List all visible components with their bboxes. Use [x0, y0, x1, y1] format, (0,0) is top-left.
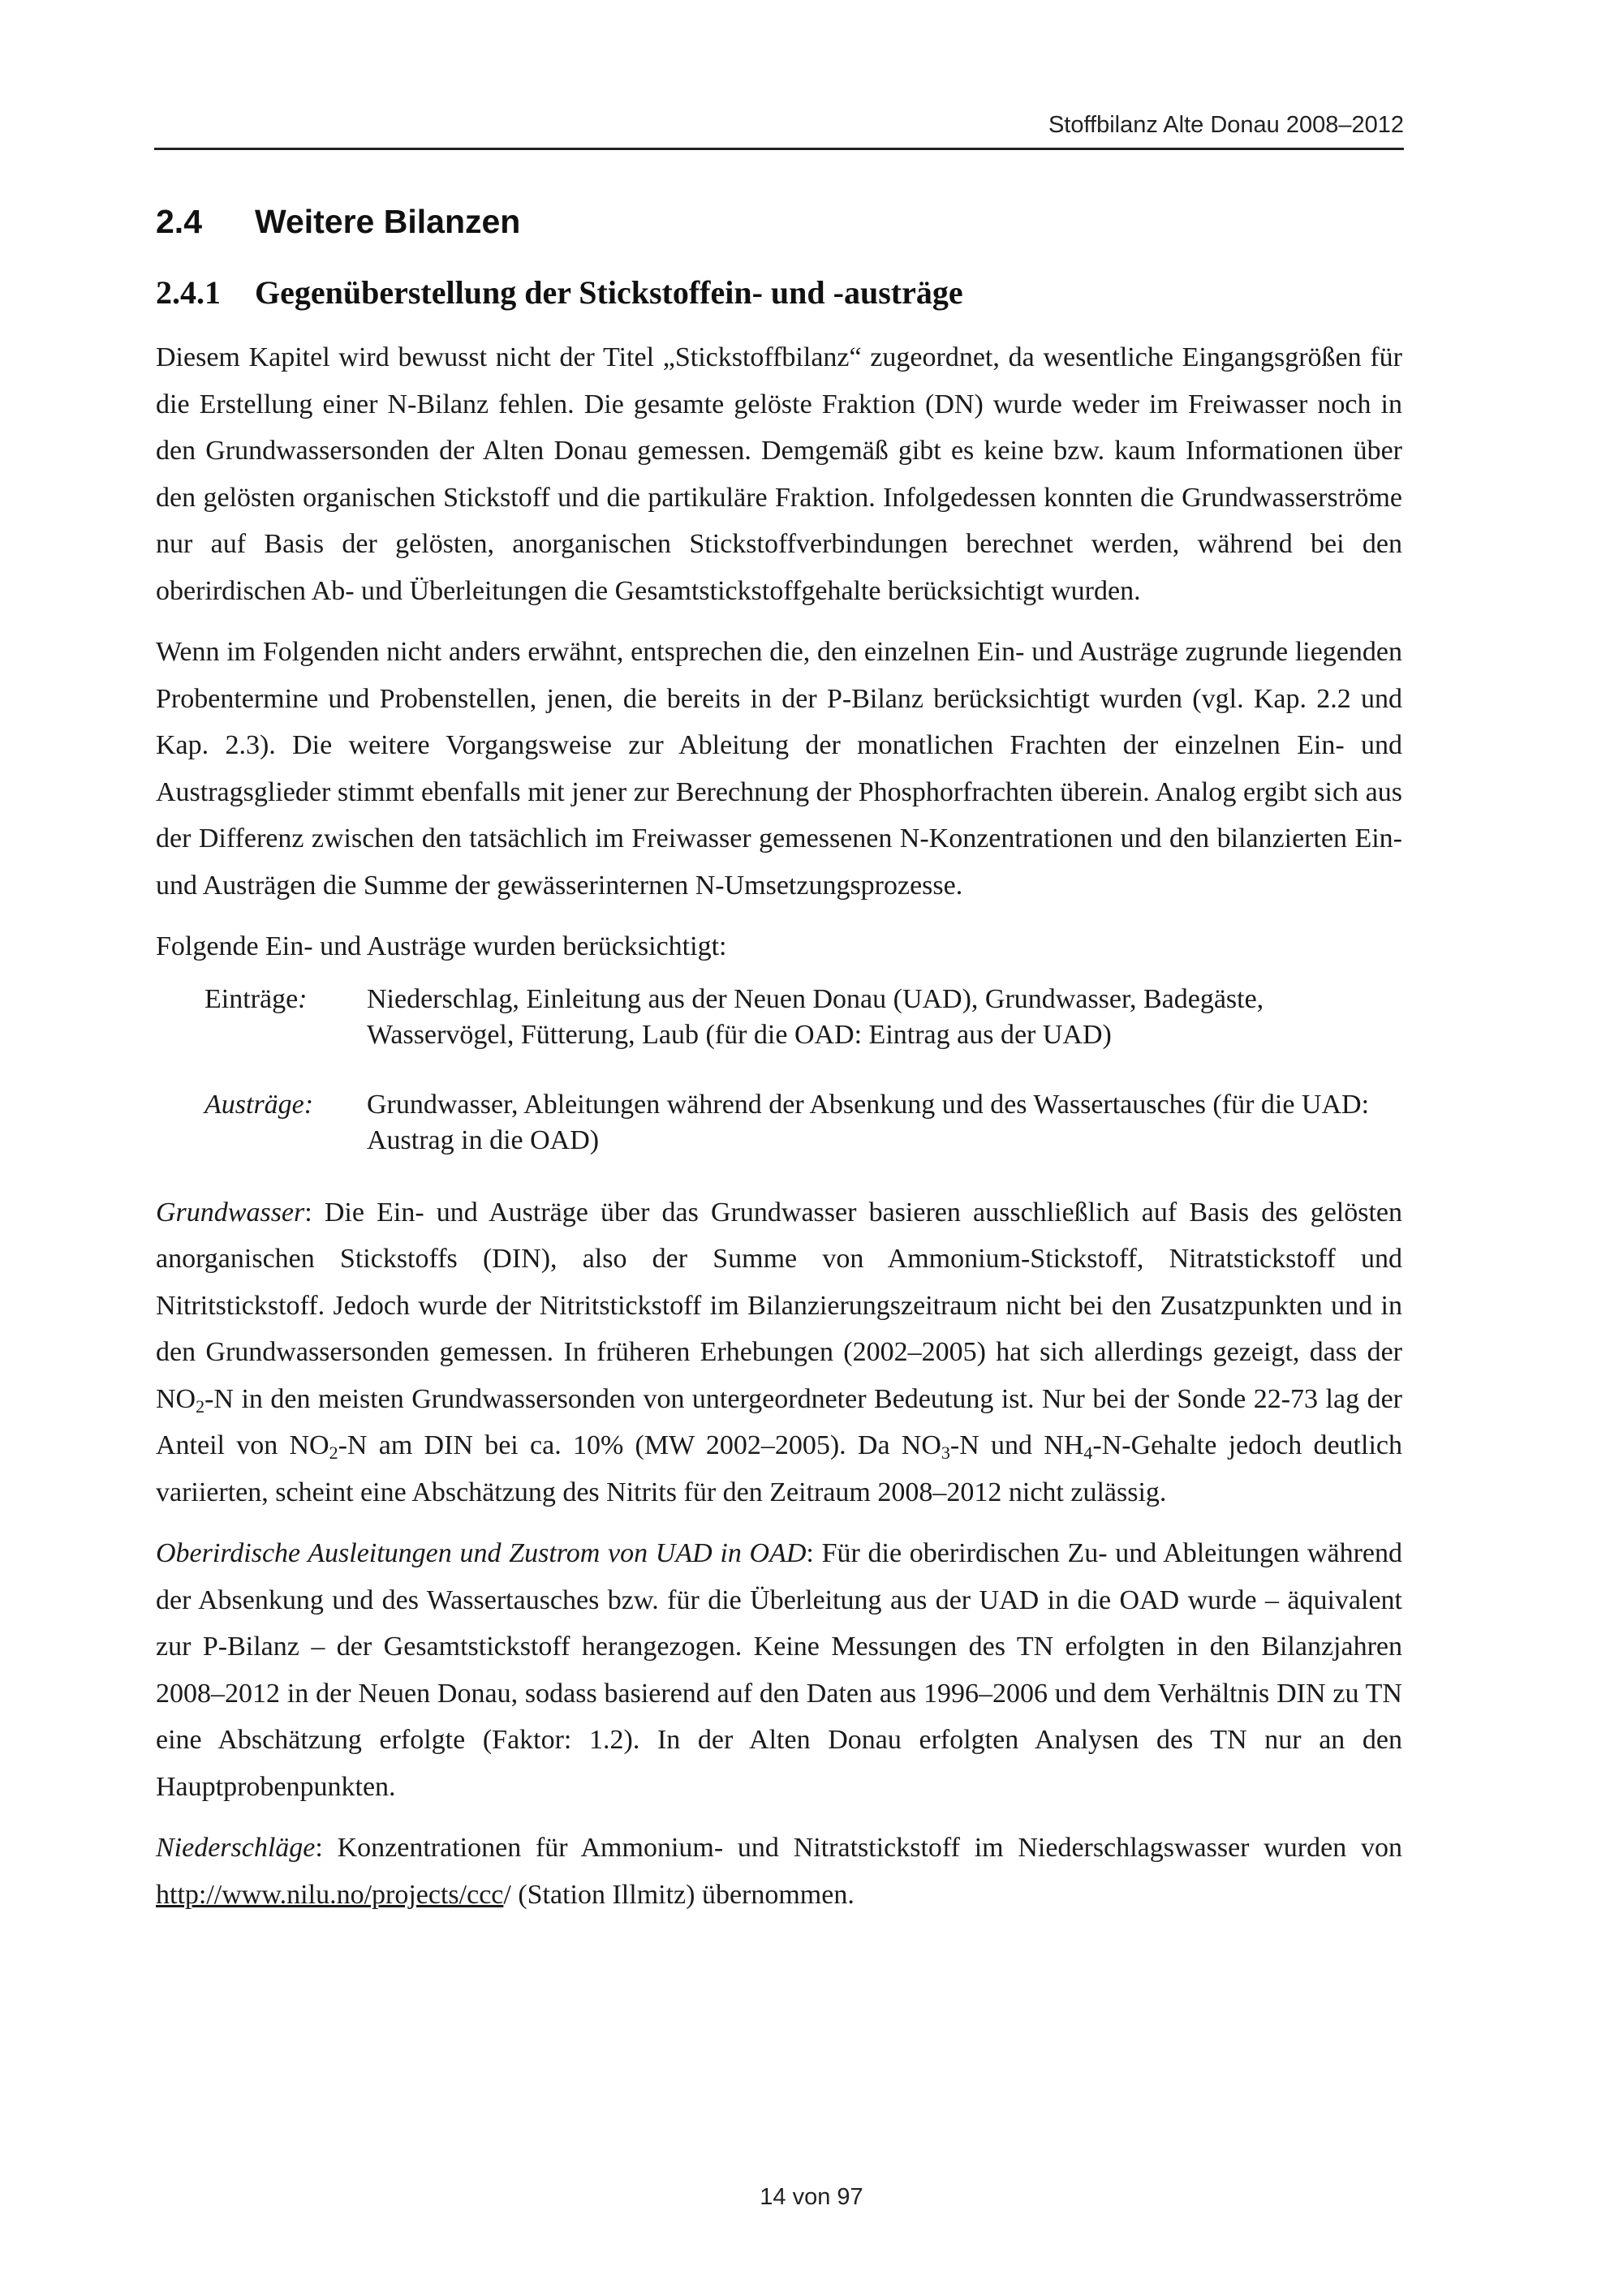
running-header [154, 112, 1404, 150]
paragraph-intro: Diesem Kapitel wird bewusst nicht der Titel „Stickstoffbilanz“ zugeordnet, da wesentliche Eingangsgrößen für die Erstellung einer N-Bilanz fehlen. Die gesamte gelöste Fraktion (DN) wurde weder im Freiwasser noch in den Grundwassersonden der Alten Donau gemessen. Demgemäß gibt es keine bzw. kaum Informationen über den gelösten organischen Stickstoff und die partikuläre Fraktion. Infolgedessen konnten die Grundwasserströme nur auf Basis der gelösten, anorganischen Stickstoffverbindungen berechnet werden, während bei den oberirdischen Ab- und Überleitungen die Gesamtstickstoffgehalte berücksichtigt wurden. [156, 342, 1402, 606]
definition-austraege [156, 1087, 1402, 1159]
definition-list [156, 982, 1402, 1159]
page-number: 14 von 97 [760, 2184, 863, 2210]
subsection-number: 2.4.1 [156, 274, 221, 311]
paragraph-niederschlaege: Niederschläge: Konzentrationen für Ammonium- und Nitratstickstoff im Niederschlagswasser wurden von http://www.nilu.no/projects/ccc/ (Station Illmitz) übernommen. [156, 1833, 1402, 1910]
section-number: 2.4 [156, 203, 202, 240]
paragraph-method: Wenn im Folgenden nicht anders erwähnt, entsprechen die, den einzelnen Ein- und Austräge zugrunde liegenden Probentermine und Probenstellen, jenen, die bereits in der P-Bilanz berücksichtigt wurden (vgl. Kap. 2.2 und Kap. 2.3). Die weitere Vorgangsweise zur Ableitung der monatlichen Frachten der einzelnen Ein- und Austragsglieder stimmt ebenfalls mit jener zur Berechnung der Phosphorfrachten überein. Analog ergibt sich aus der Differenz zwischen den tatsächlich im Freiwasser gemessenen N-Konzentrationen und den bilanzierten Ein- und Austrägen die Summe der gewässerinternen N-Umsetzungsprozesse. [156, 637, 1402, 901]
section-heading [156, 203, 1402, 241]
subsection-title: Gegenüberstellung der Stickstoffein- und -austräge [255, 274, 963, 311]
term-austraege: Austräge: [204, 1089, 314, 1120]
page-content [156, 203, 1402, 1933]
label-oberirdisch: Oberirdische Ausleitungen und Zustrom von UAD in OAD [156, 1538, 807, 1568]
definition-eintraege-text: Niederschlag, Einleitung aus der Neuen Donau (UAD), Grundwasser, Badegäste, Wasservögel, Fütterung, Laub (für die OAD: Eintrag aus der UAD) [367, 983, 1264, 1050]
term-eintraege: Einträge: [204, 983, 308, 1014]
label-niederschlaege: Niederschläge [156, 1833, 316, 1863]
paragraph-list-intro: Folgende Ein- und Austräge wurden berücksichtigt: [156, 931, 727, 961]
label-grundwasser: Grundwasser [156, 1197, 305, 1228]
definition-austraege-text: Grundwasser, Ableitungen während der Absenkung und des Wassertausches (für die UAD: Austrag in die OAD) [367, 1089, 1370, 1155]
nilu-link[interactable]: http://www.nilu.no/projects/ccc [156, 1879, 504, 1910]
paragraph-oberirdisch: Oberirdische Ausleitungen und Zustrom von UAD in OAD: Für die oberirdischen Zu- und Ableitungen während der Absenkung und des Wassertausches bzw. für die Überleitung aus der UAD in die OAD wurde – äquivalent zur P-Bilanz – der Gesamtstickstoff herangezogen. Keine Messungen des TN erfolgten in den Bilanzjahren 2008–2012 in der Neuen Donau, sodass basierend auf den Daten aus 1996–2006 und dem Verhältnis DIN zu TN eine Abschätzung erfolgte (Faktor: 1.2). In der Alten Donau erfolgten Analysen des TN nur an den Hauptprobenpunkten. [156, 1538, 1402, 1802]
subsection-heading [156, 273, 1402, 312]
header-title: Stoffbilanz Alte Donau 2008–2012 [1048, 112, 1404, 138]
section-title: Weitere Bilanzen [255, 203, 521, 240]
definition-eintraege [156, 982, 1402, 1053]
paragraph-grundwasser: Grundwasser: Die Ein- und Austräge über das Grundwasser basieren ausschließlich auf Basis des gelösten anorganischen Stickstoffs (DIN), also der Summe von Ammonium-Stickstoff, Nitratstickstoff und Nitritstickstoff. Jedoch wurde der Nitritstickstoff im Bilanzierungszeitraum nicht bei den Zusatzpunkten und in den Grundwassersonden gemessen. In früheren Erhebungen (2002–2005) hat sich allerdings gezeigt, dass der $NO_2-N$ in den meisten Grundwassersonden von untergeordneter Bedeutung ist. Nur bei der Sonde 22-73 lag der Anteil von $NO_2-N$ am DIN bei ca. 10% (MW 2002–2005). Da $NO_3-N$ und $NH_4-N$-Gehalte jedoch deutlich variierten, scheint eine Abschätzung des Nitrits für den Zeitraum 2008–2012 nicht zulässig. [156, 1197, 1402, 1507]
